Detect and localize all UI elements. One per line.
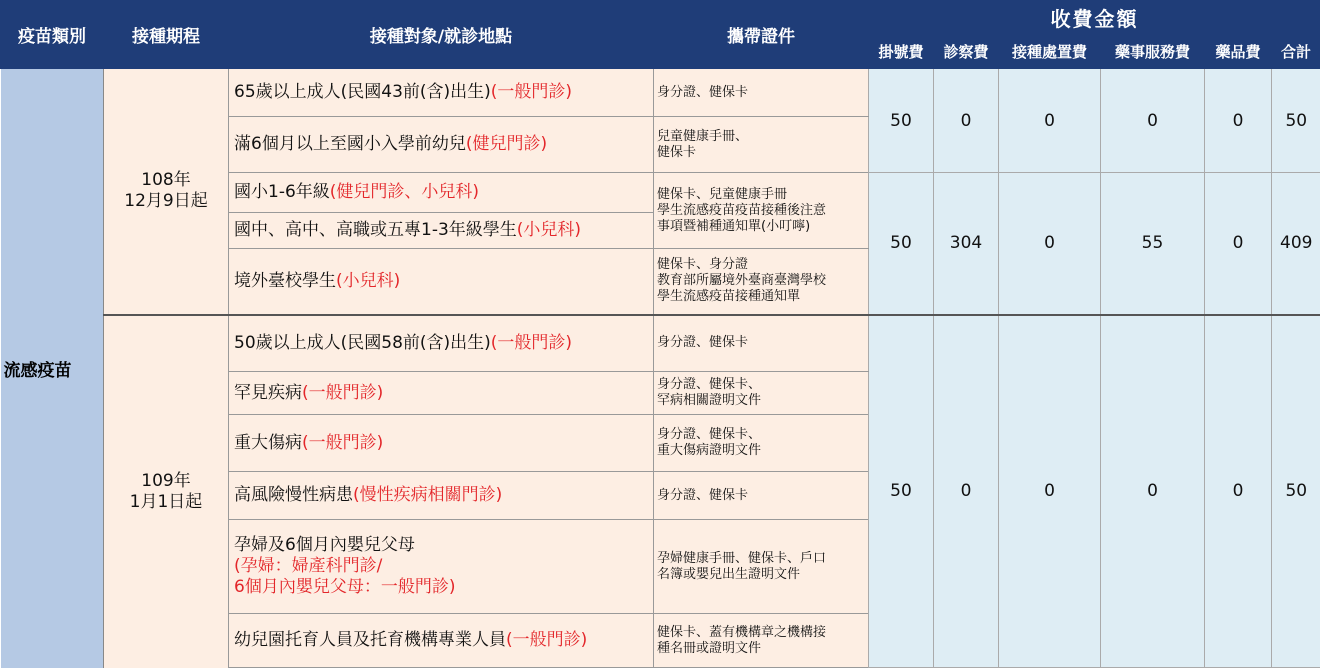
header-documents: 攜帶證件 [654, 1, 869, 69]
documents-text: 罕病相關證明文件 [657, 393, 762, 408]
documents-text: 身分證、健保卡 [657, 335, 749, 351]
fee-injection: 0 [999, 69, 1101, 173]
schedule-line: 1月1日起 [129, 491, 203, 512]
header-fee-total: 合計 [1272, 35, 1320, 69]
header-schedule: 接種期程 [104, 1, 229, 69]
target-cell [229, 520, 654, 614]
header-row-top [1, 1, 1320, 35]
clinic-text: (小兒科) [336, 270, 401, 291]
header-fee-injection: 接種處置費 [999, 35, 1101, 69]
target-cell [229, 315, 654, 372]
target-text: 滿6個月以上至國小入學前幼兒 [234, 134, 466, 154]
header-fee-pharmacy: 藥事服務費 [1101, 35, 1205, 69]
header-fee-registration: 掛號費 [869, 35, 934, 69]
target-cell [229, 372, 654, 415]
documents-text: 教育部所屬境外臺商臺灣學校 [657, 273, 827, 289]
documents-text: 健保卡、蓋有機構章之機構接 [657, 624, 827, 640]
schedule-line: 108年 [141, 170, 191, 191]
target-text: 國小1-6年級 [234, 182, 330, 202]
target-text: 65歲以上成人(民國43前(含)出生) [234, 82, 491, 102]
schedule-line: 109年 [141, 470, 191, 491]
header-fee-consultation: 診察費 [934, 35, 999, 69]
fee-drug: 0 [1205, 315, 1272, 668]
documents-text: 健保卡、兒童健康手冊 [657, 186, 788, 202]
documents-cell [654, 249, 869, 315]
documents-cell [654, 372, 869, 415]
documents-text: 事項暨補種通知單(小叮嚀) [657, 218, 811, 234]
target-text: 重大傷病 [234, 432, 302, 453]
documents-cell [654, 69, 869, 117]
documents-text: 學生流感疫苗疫苗接種後注意 [657, 202, 827, 218]
table-row [1, 315, 1320, 372]
clinic-text: (一般門診) [490, 82, 573, 102]
header-fee-drug: 藥品費 [1205, 35, 1272, 69]
target-text: 國中、高中、高職或五專1-3年級學生 [234, 220, 517, 240]
documents-text: 健保卡 [657, 144, 697, 160]
clinic-text: (一般門診) [490, 332, 573, 353]
documents-text: 身分證、健保卡、 [657, 427, 762, 442]
fee-total: 50 [1272, 315, 1320, 668]
header-fees-title: 收費金額 [869, 1, 1320, 35]
documents-cell [654, 520, 869, 614]
fee-registration: 50 [869, 173, 934, 315]
documents-text: 孕婦健康手冊、健保卡、戶口 [657, 550, 827, 566]
documents-cell [654, 415, 869, 472]
fee-total: 50 [1272, 69, 1320, 173]
header-category: 疫苗類別 [1, 1, 104, 69]
fee-pharmacy: 55 [1101, 173, 1205, 315]
target-text: 孕婦及6個月內嬰兒父母 [234, 535, 415, 555]
fee-drug: 0 [1205, 69, 1272, 173]
fee-injection: 0 [999, 315, 1101, 668]
documents-text: 健保卡、身分證 [657, 257, 749, 273]
schedule-cell [104, 69, 229, 315]
documents-cell [654, 614, 869, 668]
documents-text: 身分證、健保卡、 [657, 377, 762, 392]
target-cell [229, 249, 654, 315]
header-target: 接種對象/就診地點 [229, 1, 654, 69]
clinic-text: 6個月內嬰兒父母：一般門診) [234, 577, 456, 597]
target-cell [229, 117, 654, 173]
clinic-text: (慢性疾病相關門診) [353, 485, 503, 505]
target-cell [229, 213, 654, 249]
target-cell [229, 415, 654, 472]
documents-text: 重大傷病證明文件 [657, 443, 762, 458]
target-text: 罕見疾病 [234, 382, 302, 403]
documents-text: 身分證、健保卡 [657, 487, 749, 503]
clinic-text: (健兒門診、小兒科) [329, 182, 480, 202]
documents-text: 學生流感疫苗接種通知單 [657, 289, 801, 305]
clinic-text: (小兒科) [516, 220, 582, 240]
target-text: 50歲以上成人(民國58前(含)出生) [234, 332, 491, 353]
documents-cell [654, 117, 869, 173]
fee-injection: 0 [999, 173, 1101, 315]
documents-cell [654, 315, 869, 372]
schedule-line: 12月9日起 [124, 191, 208, 212]
clinic-text: (一般門診) [506, 630, 588, 650]
documents-cell [654, 173, 869, 249]
clinic-text: (一般門診) [302, 382, 384, 403]
fee-pharmacy: 0 [1101, 315, 1205, 668]
clinic-text: (孕婦：婦產科門診/ [234, 556, 383, 576]
category-cell: 流感疫苗 [1, 69, 104, 668]
clinic-text: (健兒門診) [465, 134, 548, 154]
target-text: 境外臺校學生 [234, 270, 336, 291]
clinic-text: (一般門診) [302, 432, 384, 453]
documents-text: 種名冊或證明文件 [657, 640, 762, 656]
documents-cell [654, 472, 869, 520]
fee-registration: 50 [869, 69, 934, 173]
target-cell [229, 472, 654, 520]
target-text: 高風險慢性病患 [234, 485, 353, 505]
fee-total: 409 [1272, 173, 1320, 315]
target-text: 幼兒園托育人員及托育機構專業人員 [234, 630, 506, 650]
documents-text: 身分證、健保卡 [657, 84, 749, 100]
schedule-cell [104, 315, 229, 668]
documents-text: 名簿或嬰兒出生證明文件 [657, 566, 801, 582]
fee-drug: 0 [1205, 173, 1272, 315]
table-row [1, 69, 1320, 117]
target-cell [229, 614, 654, 668]
fee-consultation: 304 [934, 173, 999, 315]
target-cell [229, 173, 654, 213]
documents-text: 兒童健康手冊、 [657, 128, 749, 144]
target-cell [229, 69, 654, 117]
fee-consultation: 0 [934, 315, 999, 668]
fee-registration: 50 [869, 315, 934, 668]
fee-pharmacy: 0 [1101, 69, 1205, 173]
fee-consultation: 0 [934, 69, 999, 173]
